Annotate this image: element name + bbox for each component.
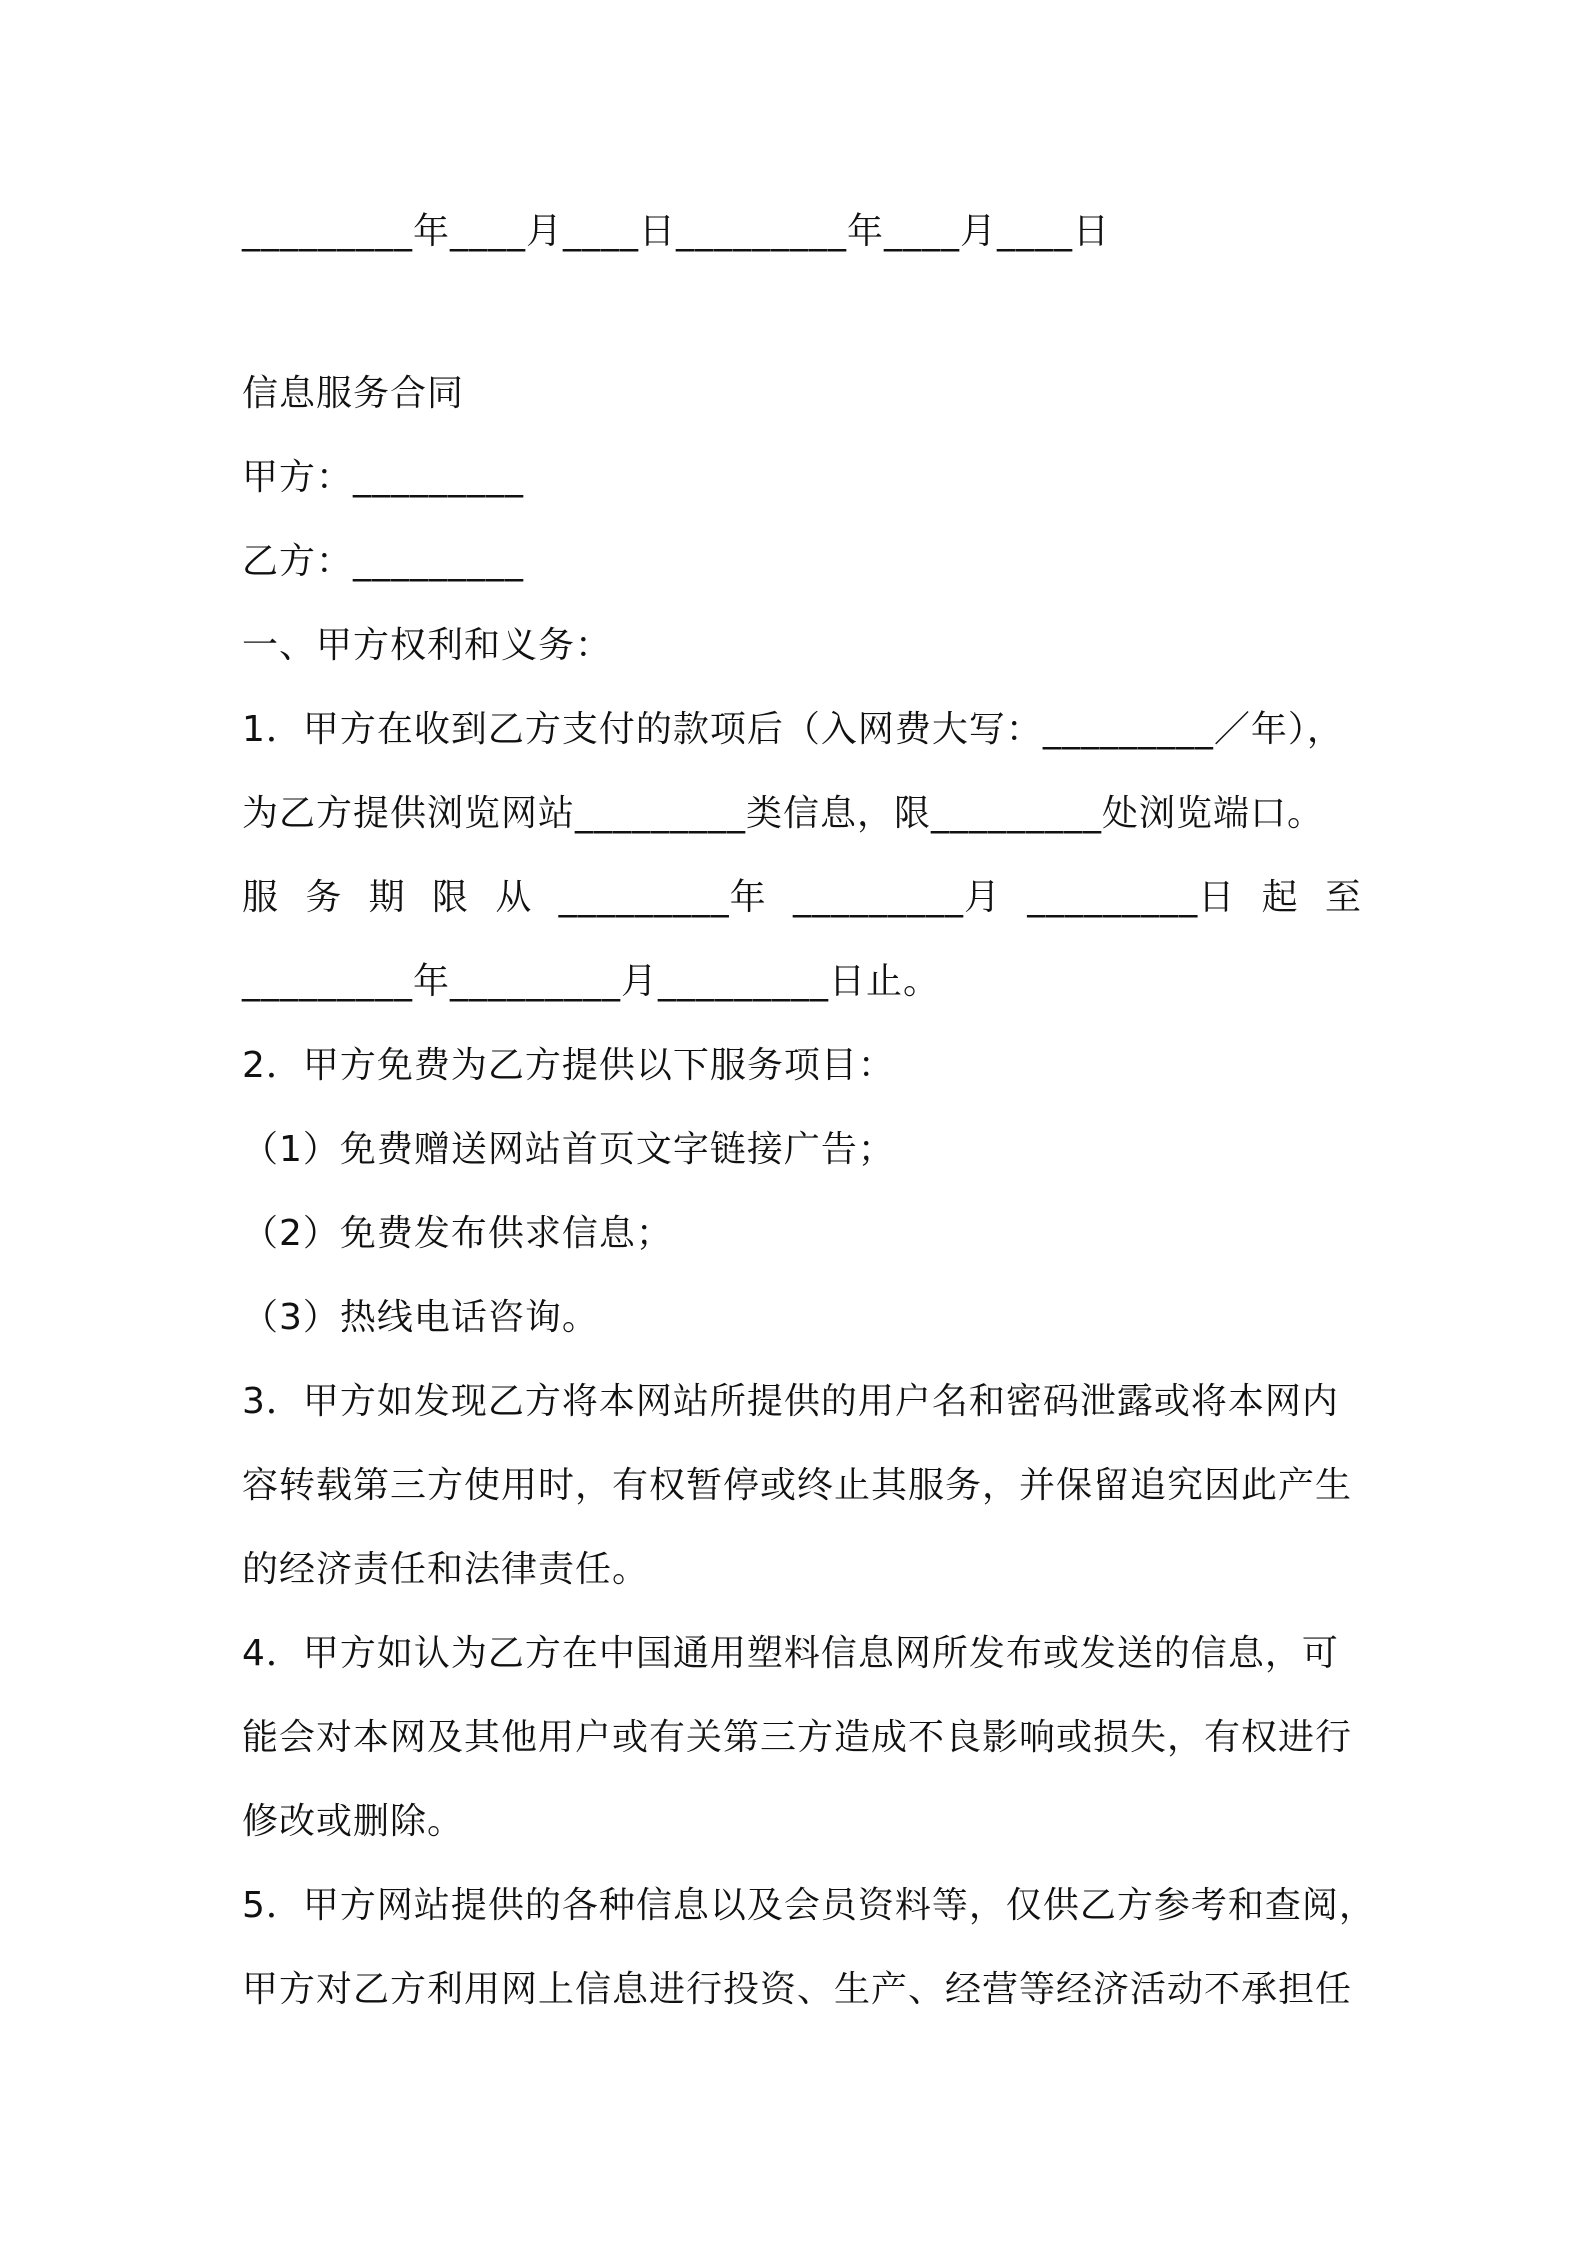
- date-line: _________年____月____日_________年____月____日: [242, 211, 1110, 252]
- document-title: 信息服务合同: [242, 373, 465, 414]
- clause3-line2: 容转载第三方使用时，有权暂停或终止其服务，并保留追究因此产生: [242, 1465, 1353, 1506]
- clause3-line3: 的经济责任和法律责任。: [242, 1549, 650, 1590]
- clause1-line3-part: 务: [305, 877, 343, 918]
- clause2-item1: （1）免费赠送网站首页文字链接广告；: [242, 1129, 895, 1170]
- clause1-line2: 为乙方提供浏览网站_________类信息，限_________处浏览端口。: [242, 793, 1325, 834]
- clause1-line3-part: 起: [1261, 877, 1299, 918]
- clause4-line1: 4．甲方如认为乙方在中国通用塑料信息网所发布或发送的信息，可: [242, 1633, 1339, 1674]
- clause1-line3: [242, 874, 1362, 922]
- clause1-line3-part: 期: [368, 877, 406, 918]
- clause2-heading: 2．甲方免费为乙方提供以下服务项目：: [242, 1045, 895, 1086]
- clause4-line2: 能会对本网及其他用户或有关第三方造成不良影响或损失，有权进行: [242, 1717, 1353, 1758]
- clause1-line3-part: _________日: [1027, 877, 1236, 918]
- clause1-line3-part: _________年: [558, 877, 767, 918]
- clause3-line1: 3．甲方如发现乙方将本网站所提供的用户名和密码泄露或将本网内: [242, 1381, 1339, 1422]
- party-b-line: 乙方：_________: [242, 541, 525, 582]
- clause1-line4: _________年_________月_________日止。: [242, 961, 941, 1002]
- clause5-line1: 5．甲方网站提供的各种信息以及会员资料等，仅供乙方参考和查阅，: [242, 1885, 1376, 1926]
- clause2-item3: （3）热线电话咨询。: [242, 1297, 599, 1338]
- clause2-item2: （2）免费发布供求信息；: [242, 1213, 673, 1254]
- section1-heading: 一、甲方权利和义务：: [242, 625, 613, 666]
- clause1-line3-part: 限: [431, 877, 469, 918]
- clause1-line3-part: _________月: [792, 877, 1001, 918]
- clause5-line2: 甲方对乙方利用网上信息进行投资、生产、经营等经济活动不承担任: [242, 1969, 1353, 2010]
- clause1-line1: 1．甲方在收到乙方支付的款项后（入网费大写：_________／年），: [242, 709, 1344, 750]
- clause1-line3-part: 从: [495, 877, 533, 918]
- clause1-line3-part: 至: [1324, 877, 1362, 918]
- clause4-line3: 修改或删除。: [242, 1801, 465, 1842]
- clause1-line3-part: 服: [242, 877, 280, 918]
- party-a-line: 甲方：_________: [242, 457, 525, 498]
